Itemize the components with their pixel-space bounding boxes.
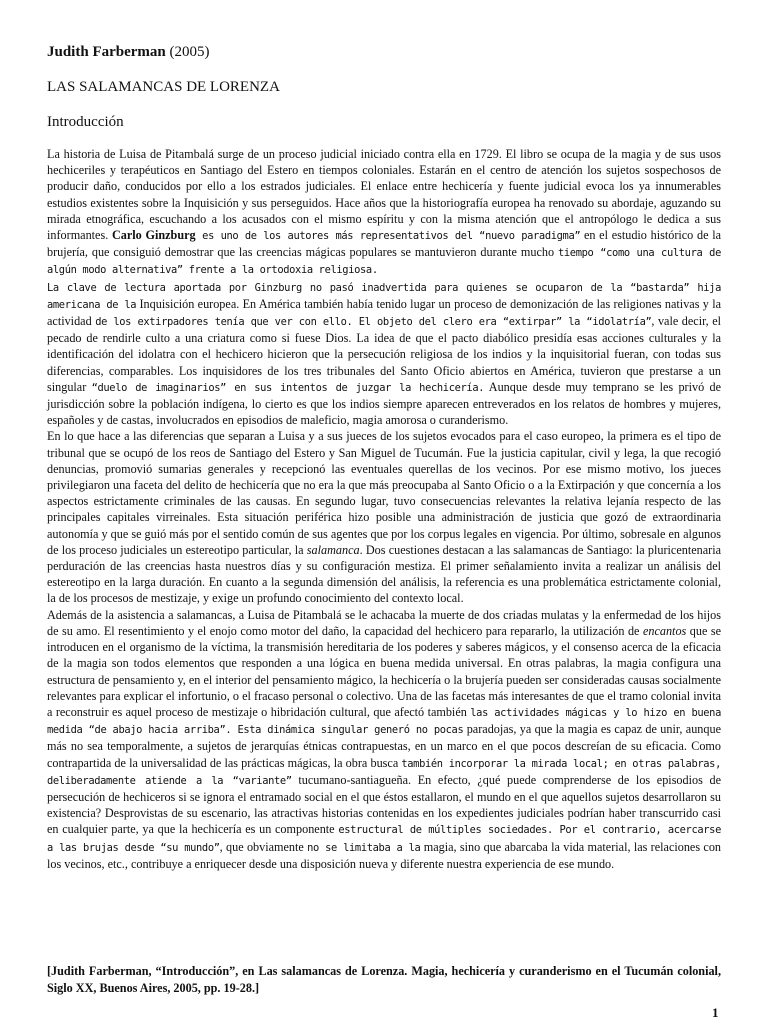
- p2-mono-a: La clave de lectura aportada por Ginzburg no pasó inadvertida para quienes se ocuparon de la “bastarda” hija americana de la: [47, 281, 721, 311]
- p2-text-c: Aunque desde muy temprano se les privó de jurisdicción sobre la población indígena, lo cierto es que los indios siempre aparecen entreverados en los relatos de hombres y mujeres, españoles y de castas, involucrados en episodios de maleficio, magia amorosa o curanderismo.: [47, 379, 721, 428]
- publication-year: (2005): [169, 44, 210, 60]
- paragraph-4: [47, 607, 721, 872]
- p3-italic-salamanca: salamanca: [306, 542, 360, 557]
- p2-text-b: , vale decir, el pecado de rendirle culto a una criatura como si fuese Dios. La idea de que el pacto diabólico presidía esas acciones culturales y la identificación del idolatra con el hechicero hicieron que la persecución religiosa de los indios y la inquisitorial fueran, con todas sus diferencias, comparables. Los inquisidores de los tres tribunales del Santo Oficio abiertos en América, tuvieron que prestarse a un singular: [47, 314, 721, 394]
- p2-mono-b: de los extirpadores tenía que ver con ello. El objeto del clero era “extirpar” la “idolatría”: [95, 316, 652, 329]
- p2-mono-c: “duelo de imaginarios” en sus intentos de juzgar la hechicería.: [91, 381, 485, 394]
- p4-text-a: Además de la asistencia a salamancas, a Luisa de Pitambalá se le achacaba la muerte de dos criadas mulatas y la enfermedad de los hijos de su amo. El resentimiento y el enojo como motor del daño, la capacidad del hechicero para repararlo, la utilización de: [47, 607, 721, 638]
- source-citation: [Judith Farberman, “Introducción”, en Las salamancas de Lorenza. Magia, hechicería y curanderismo en el Tucumán colonial, Siglo XX, Buenos Aires, 2005, pp. 19-28.]: [47, 964, 721, 995]
- body-text: [47, 146, 721, 872]
- p3-text-a: En lo que hace a las diferencias que separan a Luisa y a sus jueces de los sujetos evocados para el caso europeo, la primera es el tipo de tribunal que se ocupó de los reos de Santiago del Estero y San Miguel de Tucumán. Fue la justicia capitular, civil y lega, la que recogió denuncias, promovió sumarias generales y recepcionó las eventuales querellas de los vecinos. Por ese mismo motivo, los jueces privilegiaron una faceta del delito de hechicería que no era la que más preocupaba al Santo Oficio o a la Extirpación y que concernía a los aspectos estrictamente criminales de las causas. En segundo lugar, tuvo consecuencias relevantes la relativa lejanía respecto de las principales capitales virreinales. Esta situación periférica hizo posible una administración de justicia que gozó de extraordinaria autonomía y que se guió más por el sentido común de sus agentes que por los corpus legales en vigencia. Por último, sobresale en algunos de los proceso judiciales un estereotipo particular, la: [47, 429, 721, 557]
- page-number: 1: [712, 1005, 719, 1020]
- p4-mono-d: no se limitaba a la: [307, 841, 421, 854]
- p2-text-a: Inquisición europea. En América también había tenido lugar un proceso de demonización de las religiones nativas y la actividad: [47, 296, 721, 329]
- author-name: Judith Farberman: [47, 44, 166, 60]
- paragraph-2: [47, 279, 721, 429]
- p4-text-e: , que obviamente: [219, 839, 308, 854]
- section-title: Introducción: [47, 114, 124, 130]
- book-title: LAS SALAMANCAS DE LORENZA: [47, 79, 280, 95]
- p4-mono-c: estructural de múltiples sociedades. Por el contrario, acercarse a las brujas desde “su mundo”: [47, 824, 721, 854]
- paragraph-1: [47, 146, 721, 279]
- p4-text-d: tucumano-santiagueña. En efecto, ¿qué puede comprenderse de los episodios de persecución de hechiceros si se ignora el entramado social en el que éstos estallaron, el mundo en el que aquellos sujetos desarrollaron su existencia? Desprovistas de su escenario, las atractivas historias contenidas en los expedientes judiciales podrían haber transcurrido casi en cualquier parte, ya que la hechicería es un componente: [47, 772, 721, 837]
- p4-text-b: que se introducen en el organismo de la víctima, la transmisión hereditaria de los poderes y saberes mágicos, y el consenso acerca de la eficacia de la magia son todos elementos que responden a una lógica en buena medida universal. En otras palabras, la magia configura una estructura de pensamiento y, en el interior del pensamiento mágico, la hechicería o la brujería pueden ser consideradas causas socialmente relevantes para explicar el infortunio, o el fracaso personal o colectivo. Una de las facetas más interesantes de que el tramo colonial invita a reconstruir es aquel proceso de mestizaje o hibridación cultural, que afectó también: [47, 623, 721, 719]
- p4-italic-encantos: encantos: [642, 623, 687, 638]
- p1-text-a: La historia de Luisa de Pitambalá surge de un proceso judicial iniciado contra ella en 1729. El libro se ocupa de la magia y de sus usos hechiceriles y terapéuticos en Santiago del Estero en tiempos coloniales. Estarán en el centro de atención los sujetos sospechosos de producir daño, conducidos por ello a los estrados judiciales. El enlace entre hechicería y fuente judicial evoca los ya innumerables estudios existentes sobre la Inquisición y sus perseguidos. Hace años que la historiografía europea ha renovado su abordaje, aguzando su mirada etnográfica, escuchando a los acusados con el mismo espíritu y con la misma atención que el antropólogo le dedica a sus informantes.: [47, 147, 721, 243]
- author-line: [47, 44, 210, 61]
- p4-mono-a: las actividades mágicas y lo hizo en buena medida “de abajo hacia arriba”. Esta dinámica singular generó no pocas: [47, 706, 721, 737]
- p1-mono-a: es uno de los autores más representativos del “nuevo paradigma”: [195, 230, 581, 243]
- p4-mono-b: también incorporar la mirada local; en otras palabras, deliberadamente atiende a la “variante”: [47, 757, 721, 787]
- p1-text-b: en el estudio histórico de la brujería, que consiguió demostrar que las creencias mágicas populares se mantuvieron durante mucho: [47, 228, 721, 260]
- paragraph-3: [47, 428, 721, 606]
- p3-text-b: . Dos cuestiones destacan a las salamancas de Santiago: la pluricentenaria perduración de las creencias hasta nuestros días y su configuración mestiza. El primer señalamiento invita a realizar un análisis del estereotipo en la larga duración. En cuanto a la segunda dimensión del análisis, la referencia es una problemática estrictamente colonial, la de los procesos de mestizaje, y exige un profundo conocimiento del contexto local.: [47, 542, 721, 606]
- p1-mono-b: tiempo “como una cultura de algún modo alternativa” frente a la ortodoxia religiosa.: [47, 247, 721, 277]
- p1-bold-name: Carlo Ginzburg: [111, 228, 196, 243]
- p4-text-f: magia, sino que abarcaba la vida material, las relaciones con los vecinos, etc., contribuye a enriquecer desde una disposición nueva y diferente nuestra experiencia de ese mundo.: [47, 839, 722, 871]
- p4-text-c: paradojas, ya que la magia es capaz de unir, aunque más no sea temporalmente, a sujetos de jerarquías étnicas contrapuestas, en un marco en el que pocos descreían de su eficacia. Como contrapartida de la universalidad de las prácticas mágicas, la obra busca: [47, 722, 721, 770]
